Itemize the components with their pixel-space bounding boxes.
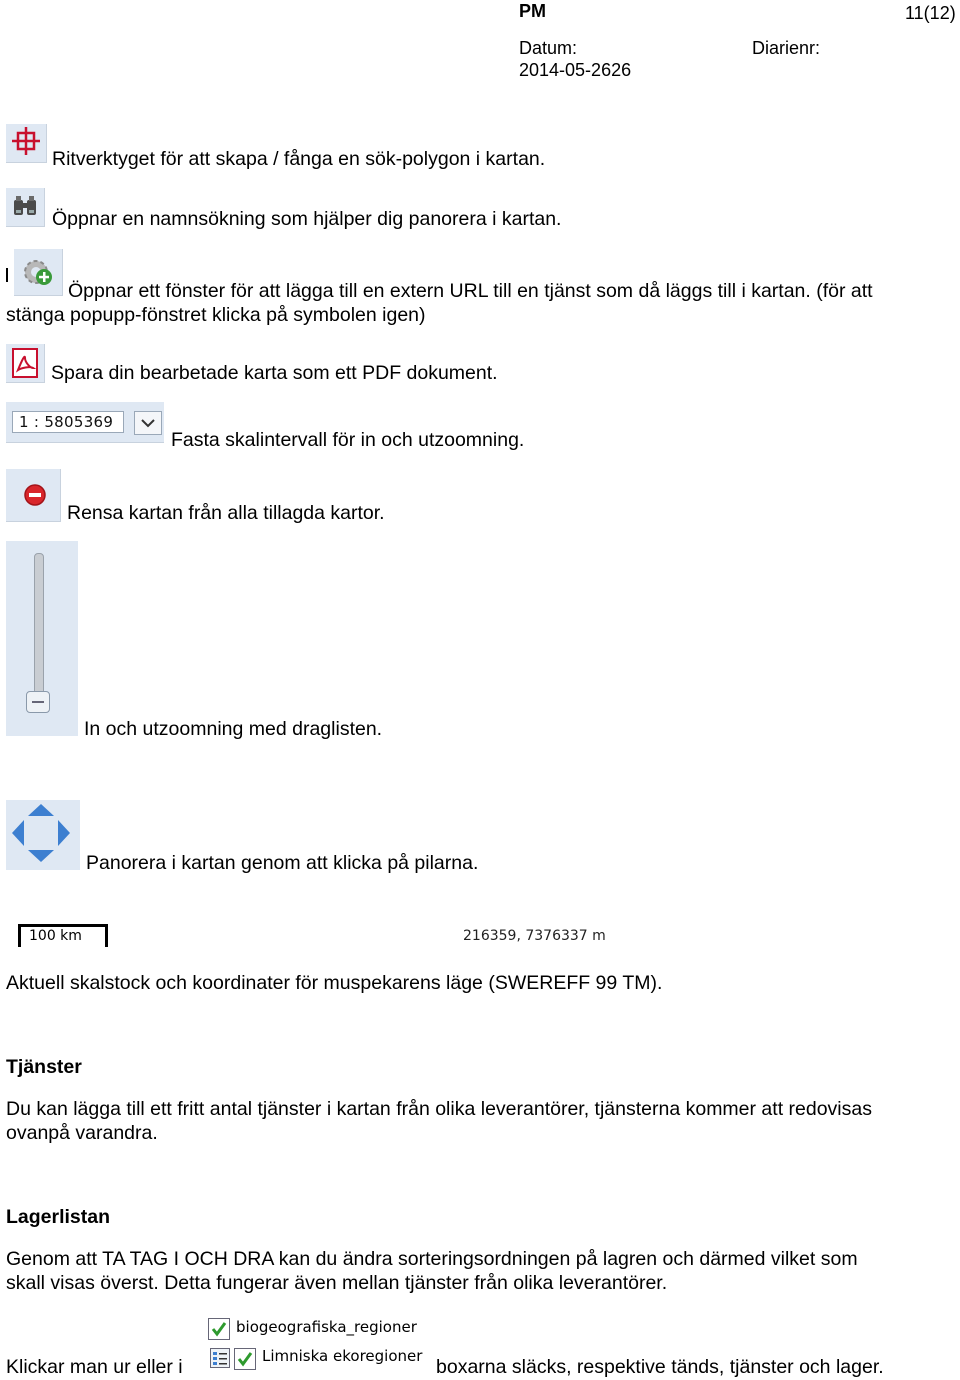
binoculars-icon [6, 188, 45, 227]
layer-checkbox[interactable] [208, 1318, 230, 1340]
reference-label: Diarienr: [752, 38, 821, 58]
add-service-gear-icon [14, 249, 63, 296]
scale-select[interactable] [6, 402, 164, 443]
zoom-slider-track [34, 553, 44, 705]
zoom-slider[interactable] [6, 541, 78, 736]
layers-body-line2: skall visas överst. Detta fungerar även mellan tjänster från olika leverantörer. [6, 1272, 668, 1294]
clear-map-description: Rensa kartan från alla tillagda kartor. [67, 502, 385, 524]
layer-name: biogeografiska_regioner [236, 1318, 417, 1336]
draw-polygon-icon [6, 124, 47, 163]
add-url-description-line2: stänga popupp-fönstret klicka på symbolen igen) [6, 304, 426, 326]
date-label: Datum: [519, 38, 578, 58]
remove-icon [6, 469, 61, 522]
pointer-coordinates: 216359, 7376337 m [463, 928, 606, 944]
name-search-description: Öppnar en namnsökning som hjälper dig panorera i kartan. [52, 208, 562, 230]
scalebar-description: Aktuell skalstock och koordinater för muspekarens läge (SWEREFF 99 TM). [6, 972, 663, 994]
scale-description: Fasta skalintervall för in och utzoomning. [171, 429, 525, 451]
services-body-line2: ovanpå varandra. [6, 1122, 158, 1144]
layers-heading: Lagerlistan [6, 1206, 111, 1228]
doc-type: PM [519, 1, 546, 21]
scalebar [18, 924, 108, 947]
pdf-description: Spara din bearbetade karta som ett PDF dokument. [51, 362, 498, 384]
zoom-slider-description: In och utzoomning med draglisten. [84, 718, 383, 740]
chevron-down-icon[interactable] [134, 411, 162, 435]
layers-footer-before: Klickar man ur eller i [6, 1356, 183, 1378]
layers-footer-after: boxarna släcks, respektive tänds, tjänster och lager. [436, 1356, 884, 1378]
pdf-icon [6, 344, 45, 383]
layer-name: Limniska ekoregioner [262, 1347, 423, 1365]
divider-mark [6, 268, 8, 282]
scalebar-label: 100 km [29, 928, 82, 944]
scale-select-value: 1 : 5805369 [19, 413, 114, 431]
layer-list-sample [206, 1316, 432, 1372]
zoom-slider-handle[interactable] [26, 691, 50, 713]
pan-arrows-icon[interactable] [6, 800, 80, 870]
layer-item [206, 1346, 432, 1370]
date-value: 2014-05-2626 [519, 60, 632, 80]
layer-checkbox[interactable] [234, 1348, 256, 1370]
add-url-description-line1: Öppnar ett fönster för att lägga till en extern URL till en tjänst som då läggs till i kartan. (för att [68, 280, 873, 302]
layers-body-line1: Genom att TA TAG I OCH DRA kan du ändra sorteringsordningen på lagren och därmed vilket som [6, 1248, 858, 1270]
pan-description: Panorera i kartan genom att klicka på pilarna. [86, 852, 479, 874]
draw-tool-description: Ritverktyget för att skapa / fånga en sök-polygon i kartan. [52, 148, 546, 170]
services-heading: Tjänster [6, 1056, 82, 1078]
services-body-line1: Du kan lägga till ett fritt antal tjänster i kartan från olika leverantörer, tjänsterna kommer att redovisas [6, 1098, 872, 1120]
legend-icon [210, 1348, 230, 1368]
layer-item [206, 1316, 432, 1340]
page-number: 11(12) [905, 3, 956, 23]
